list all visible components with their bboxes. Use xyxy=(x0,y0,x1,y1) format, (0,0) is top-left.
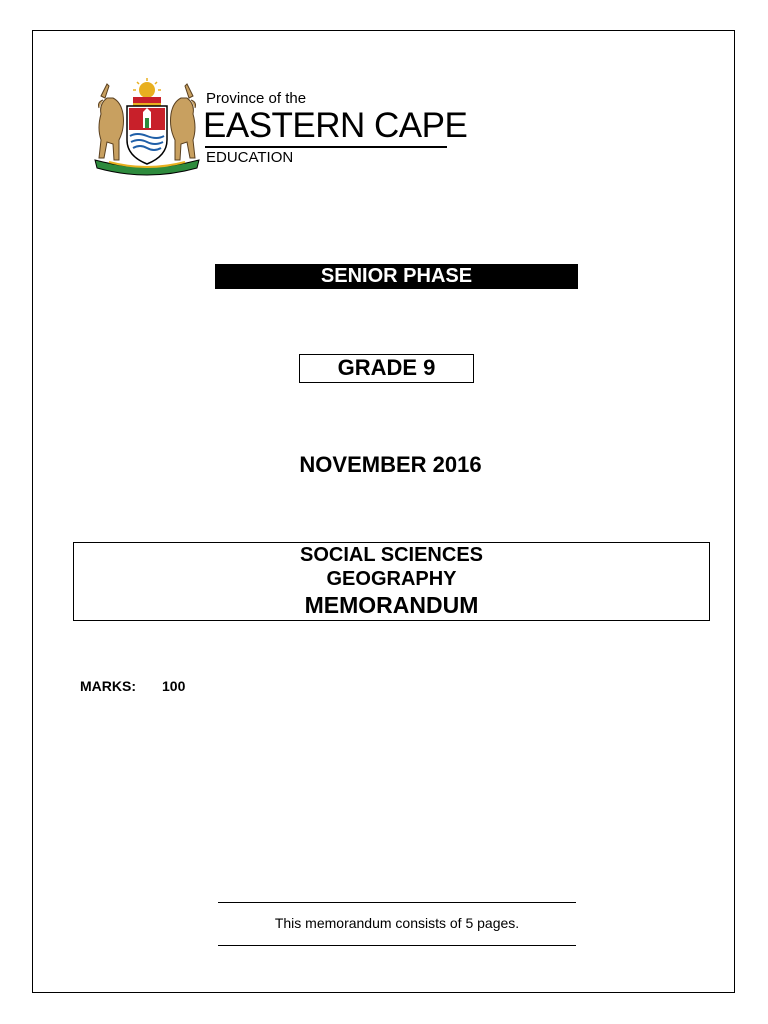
shield-icon xyxy=(127,106,167,164)
senior-phase-banner: SENIOR PHASE xyxy=(215,264,578,289)
coat-of-arms-icon xyxy=(87,78,207,178)
subject-geography: GEOGRAPHY xyxy=(326,568,457,590)
exam-date: NOVEMBER 2016 xyxy=(299,452,482,477)
logo-divider xyxy=(205,146,447,148)
logo-province-text: Province of the xyxy=(206,90,307,107)
document-type-memorandum: MEMORANDUM xyxy=(304,592,479,618)
marks-label: MARKS: xyxy=(80,678,136,694)
antelope-left-icon xyxy=(99,84,124,160)
antelope-right-icon xyxy=(171,84,196,160)
logo-education-text: EDUCATION xyxy=(206,149,294,166)
marks-value: 100 xyxy=(162,678,186,694)
grade-label: GRADE 9 xyxy=(299,354,474,383)
sun-icon xyxy=(133,78,161,98)
subject-social-sciences: SOCIAL SCIENCES xyxy=(300,544,483,566)
footer-rule-bottom xyxy=(218,945,576,946)
page-count-note: This memorandum consists of 5 pages. xyxy=(274,915,520,931)
subject-box xyxy=(73,542,710,621)
footer-rule-top xyxy=(218,902,576,903)
logo-eastern-cape-text: EASTERN CAPE xyxy=(203,106,468,145)
province-logo xyxy=(87,78,468,178)
